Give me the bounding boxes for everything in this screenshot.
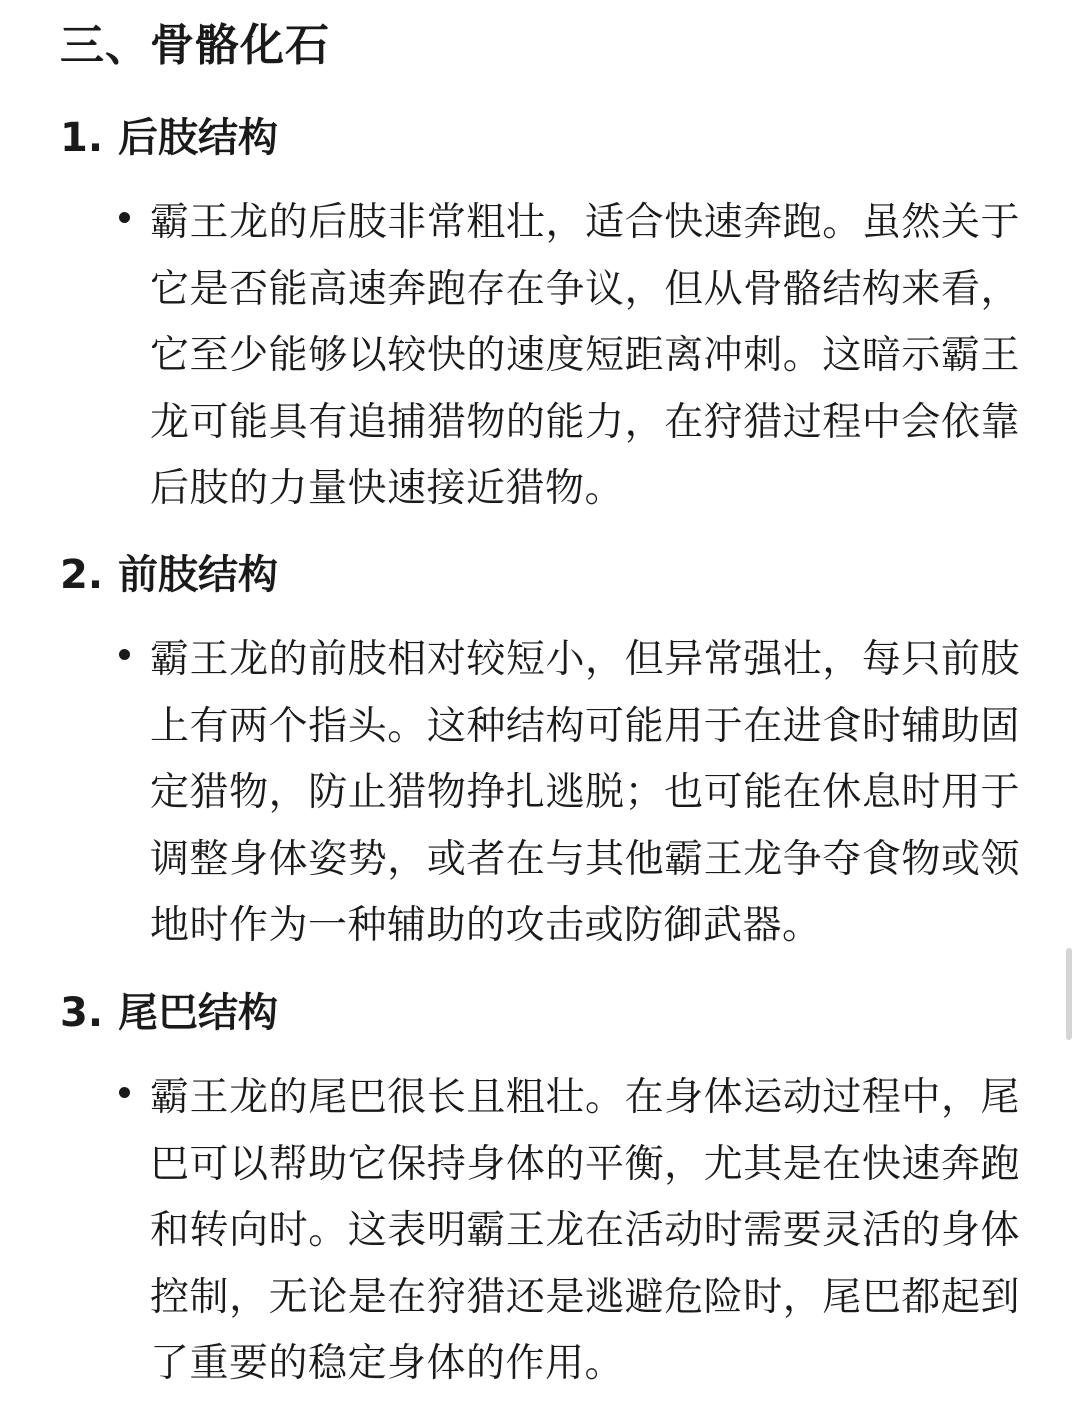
bullet-text-hindlimb: 霸王龙的后肢非常粗壮，适合快速奔跑。虽然关于它是否能高速奔跑存在争议，但从骨骼结构来看，它至少能够以较快的速度短距离冲刺。这暗示霸王龙可能具有追捕猎物的能力，在狩猎过程中会依靠后肢的力量快速接近猎物。 xyxy=(150,200,1020,511)
subsection-number: 2. xyxy=(60,552,104,598)
subsection-heading-tail xyxy=(60,985,278,1041)
bullet-text-forelimb: 霸王龙的前肢相对较短小，但异常强壮，每只前肢上有两个指头。这种结构可能用于在进食时辅助固定猎物，防止猎物挣扎逃脱；也可能在休息时用于调整身体姿势，或者在与其他霸王龙争夺食物或领地时作为一种辅助的攻击或防御武器。 xyxy=(150,637,1020,948)
subsection-title: 尾巴结构 xyxy=(118,990,278,1036)
scrollbar-thumb[interactable] xyxy=(1066,948,1072,1040)
subsection-heading-hindlimb xyxy=(60,110,278,166)
subsection-heading-forelimb xyxy=(60,547,278,603)
section-title: 三、骨骼化石 xyxy=(60,20,330,71)
subsection-number: 1. xyxy=(60,115,104,161)
bullet-dot-icon xyxy=(119,1087,130,1098)
bullet-text-tail: 霸王龙的尾巴很长且粗壮。在身体运动过程中，尾巴可以帮助它保持身体的平衡，尤其是在快速奔跑和转向时。这表明霸王龙在活动时需要灵活的身体控制，无论是在狩猎还是逃避危险时，尾巴都起到了重要的稳定身体的作用。 xyxy=(150,1075,1020,1386)
subsection-title: 后肢结构 xyxy=(118,115,278,161)
subsection-number: 3. xyxy=(60,990,104,1036)
bullet-dot-icon xyxy=(119,212,130,223)
subsection-title: 前肢结构 xyxy=(118,552,278,598)
bullet-dot-icon xyxy=(119,649,130,660)
